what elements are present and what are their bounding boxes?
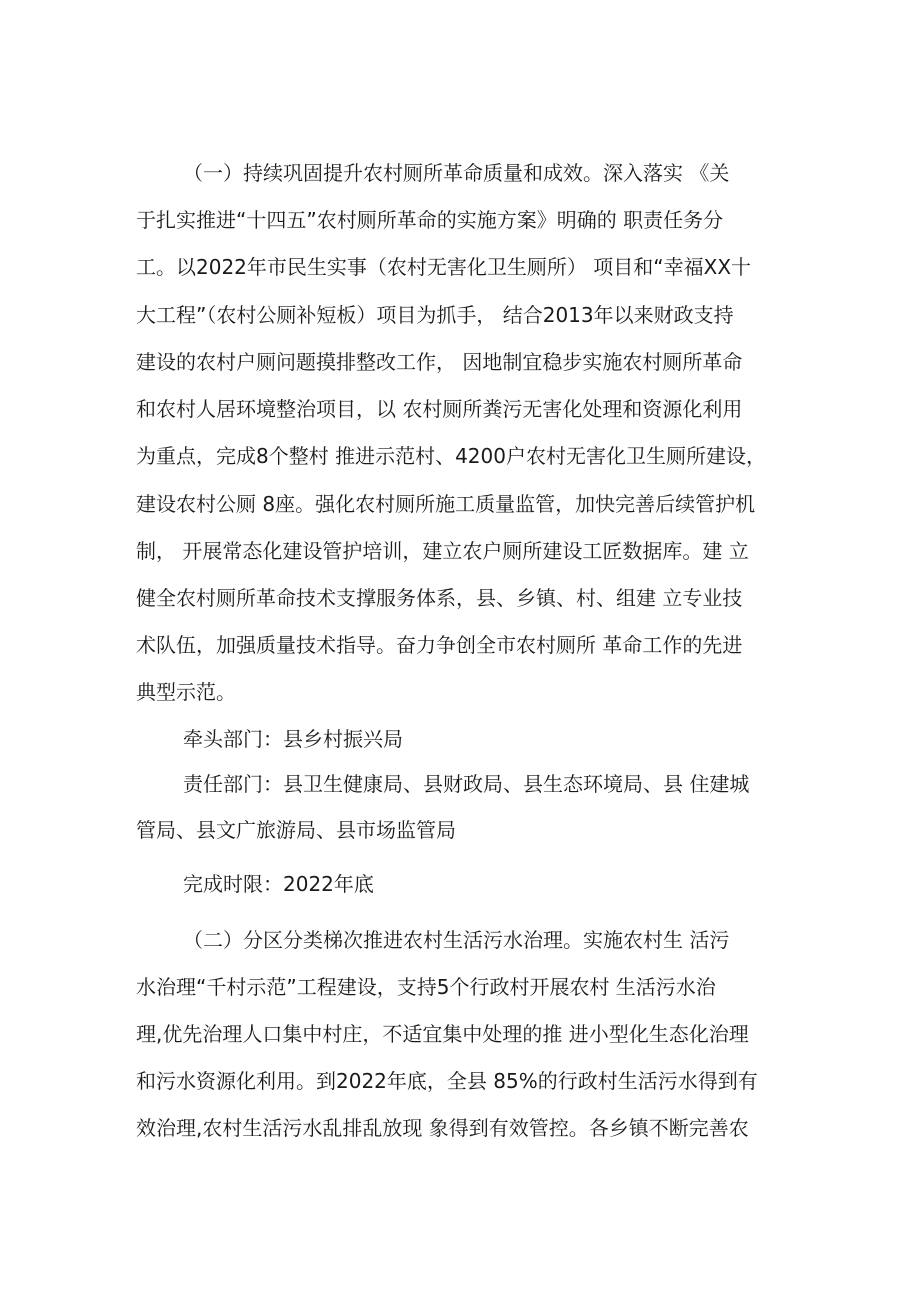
text-line: 和污水资源化利用。到2022年底，全县 85%的行政村生活污水得到有 — [136, 1069, 758, 1093]
text-line: 水治理“千村示范”工程建设，支持5个行政村开展农村 生活污水治 — [136, 975, 716, 999]
text-line: （一）持续巩固提升农村厕所革命质量和成效。深入落实 《关 — [183, 161, 730, 185]
text-line: 典型示范。 — [136, 680, 236, 704]
text-line: 大工程”（农村公厕补短板）项目为抓手， 结合2013年以来财政支持 — [136, 303, 734, 327]
text-line: 术队伍，加强质量技术指导。奋力争创全市农村厕所 革命工作的先进 — [136, 633, 743, 657]
text-line: 为重点，完成8个整村 推进示范村、4200户农村无害化卫生厕所建设， — [136, 444, 766, 468]
text-line: 和农村人居环境整治项目，以 农村厕所粪污无害化处理和资源化利用 — [136, 397, 743, 421]
text-line: 制， 开展常态化建设管护培训，建立农户厕所建设工匠数据库。建 立 — [136, 539, 749, 563]
text-line: 效治理,农村生活污水乱排乱放现 象得到有效管控。各乡镇不断完善农 — [136, 1116, 749, 1140]
text-line: 建设农村公厕 8座。强化农村厕所施工质量监管，加快完善后续管护机 — [136, 492, 756, 516]
text-line: 管局、县文广旅游局、县市场监管局 — [136, 818, 456, 842]
text-line: （二）分区分类梯次推进农村生活污水治理。实施农村生 活污 — [183, 928, 730, 952]
text-line: 理,优先治理人口集中村庄，不适宜集中处理的推 进小型化生态化治理 — [136, 1022, 749, 1046]
text-line: 健全农村厕所革命技术支撑服务体系，县、乡镇、村、组建 立专业技 — [136, 586, 743, 610]
text-line: 建设的农村户厕问题摸排整改工作， 因地制宜稳步实施农村厕所革命 — [136, 350, 743, 374]
text-line: 工。以2022年市民生实事（农村无害化卫生厕所） 项目和“幸福XX十 — [136, 255, 752, 279]
deadline: 完成时限：2022年底 — [183, 872, 374, 896]
text-line: 于扎实推进“十四五”农村厕所革命的实施方案》明确的 职责任务分 — [136, 208, 724, 232]
lead-department: 牵头部门：县乡村振兴局 — [183, 727, 403, 751]
text-line: 责任部门：县卫生健康局、县财政局、县生态环境局、县 住建城 — [183, 772, 750, 796]
